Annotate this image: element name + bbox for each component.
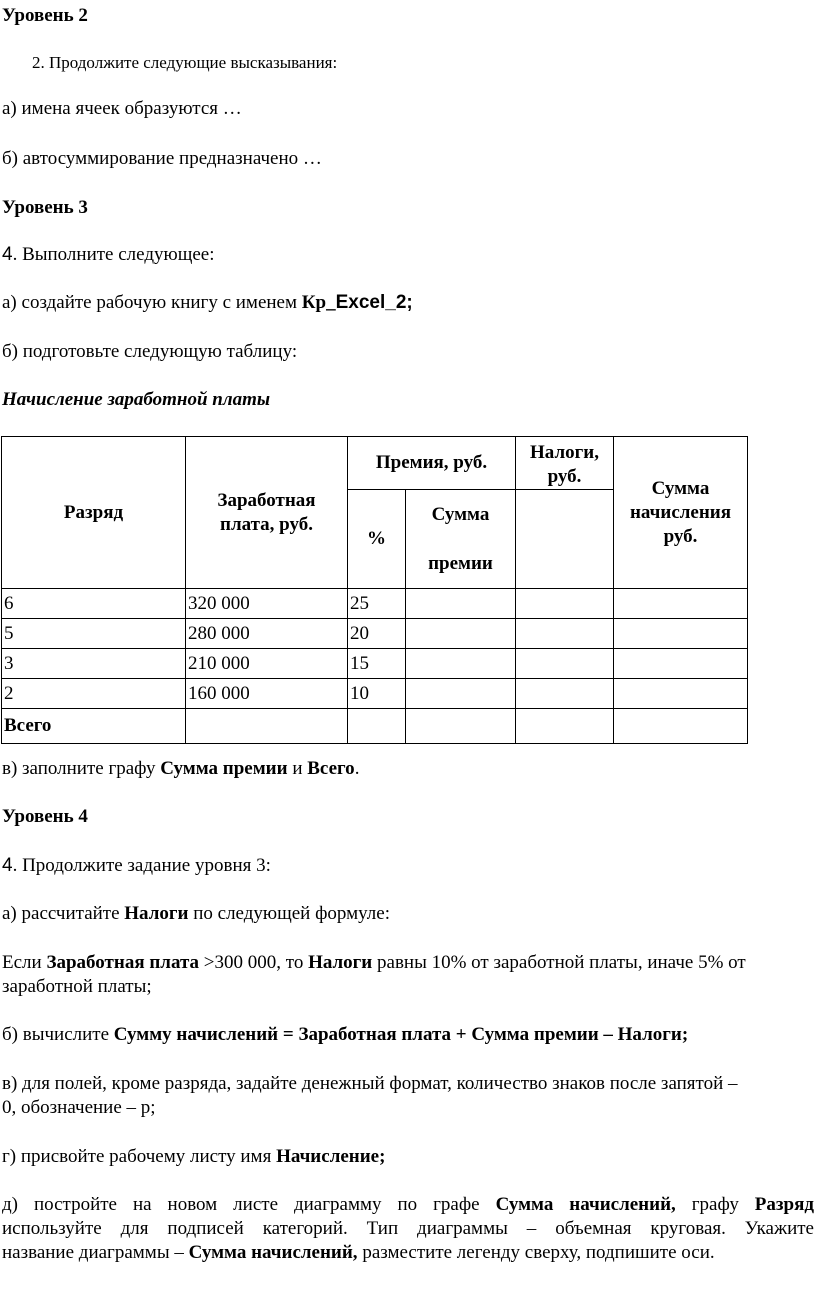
- header-salary-line2: плата, руб.: [220, 513, 313, 535]
- table-caption: Начисление заработной платы: [2, 389, 271, 410]
- cell-total-label: Всего: [2, 709, 186, 744]
- level3-item-c: [2, 757, 359, 781]
- level4-item-c-line1: в) для полей, кроме разряда, задайте денежный формат, количество знаков после запятой –: [2, 1073, 738, 1094]
- level3-item-a: [2, 291, 413, 315]
- item-e-line3-post: разместите легенду сверху, подпишите оси.: [357, 1242, 715, 1263]
- level4-heading: Уровень 4: [2, 806, 88, 827]
- item-a-bold: Налоги: [124, 903, 189, 924]
- header-salary: [186, 437, 348, 589]
- header-total: [614, 437, 748, 589]
- item-c-pre: в) заполните графу: [2, 758, 161, 779]
- level2-task: 2. Продолжите следующие высказывания:: [32, 53, 338, 72]
- item-a-post: по следующей формуле:: [188, 903, 390, 924]
- cell-percent: 15: [348, 649, 406, 679]
- cell-bonus-sum: [406, 649, 516, 679]
- item-a-pre: а) рассчитайте: [2, 903, 125, 924]
- header-bonus: Премия, руб.: [348, 437, 516, 490]
- task-text: . Выполните следующее:: [12, 244, 215, 265]
- formula-rest: равны 10% от заработной платы, иначе 5% от: [372, 952, 746, 973]
- cell-bonus-sum: [406, 679, 516, 709]
- cell-percent: 25: [348, 589, 406, 619]
- header-taxes-line2: руб.: [547, 466, 582, 487]
- level4-item-b: [2, 1023, 688, 1047]
- header-taxes: [516, 437, 614, 490]
- cell-bonus-sum: [406, 619, 516, 649]
- cell-rank: 2: [2, 679, 186, 709]
- level3-item-b: б) подготовьте следующую таблицу:: [2, 341, 298, 362]
- cell-percent: 10: [348, 679, 406, 709]
- table-header-row: [2, 437, 748, 490]
- cell-total: [614, 589, 748, 619]
- cell-total: [614, 679, 748, 709]
- task-number: 4: [2, 855, 13, 876]
- cell-empty: [516, 709, 614, 744]
- formula-line2: заработной платы;: [2, 976, 152, 997]
- level4-item-e-line1: [2, 1193, 814, 1217]
- table-row: [2, 679, 748, 709]
- header-rank: Разряд: [2, 437, 186, 589]
- header-total-line1: Сумма: [651, 477, 710, 499]
- level2-heading: Уровень 2: [2, 5, 88, 26]
- level2-item-a: а) имена ячеек образуются …: [2, 98, 242, 119]
- formula-gt: >300 000, то: [199, 952, 309, 973]
- task-text: . Продолжите задание уровня 3:: [12, 855, 271, 876]
- cell-empty: [186, 709, 348, 744]
- level4-item-a: [2, 902, 390, 926]
- item-d-pre: г) присвойте рабочему листу имя: [2, 1146, 277, 1167]
- table-row: [2, 589, 748, 619]
- item-d-bold: Начисление;: [276, 1146, 386, 1167]
- level3-task: [2, 243, 214, 267]
- formula-if: Если: [2, 952, 47, 973]
- item-a-text: а) создайте рабочую книгу с именем: [2, 292, 302, 313]
- cell-empty: [406, 709, 516, 744]
- item-c-end: .: [354, 758, 360, 779]
- header-taxes-empty: [516, 490, 614, 589]
- salary-table: [1, 436, 748, 744]
- item-e-line3-pre: название диаграммы –: [2, 1242, 189, 1263]
- item-c-bold2: Всего: [307, 758, 355, 779]
- item-e-mid: графу: [675, 1194, 755, 1215]
- level4-item-e-line2: используйте для подписей категорий. Тип диаграммы – объемная круговая. Укажите: [2, 1218, 814, 1239]
- item-c-bold1: Сумма премии: [160, 758, 288, 779]
- header-bonus-sum-line1: Сумма: [431, 504, 490, 525]
- level4-item-c-line2: 0, обозначение – р;: [2, 1097, 156, 1118]
- formula-bold1: Заработная плата: [46, 952, 200, 973]
- formula-bold2: Налоги: [308, 952, 373, 973]
- cell-taxes: [516, 679, 614, 709]
- item-e-bold2: Разряд: [754, 1194, 814, 1215]
- cell-salary: 160 000: [186, 679, 348, 709]
- header-salary-line1: Заработная: [217, 489, 316, 511]
- cell-total: [614, 619, 748, 649]
- cell-taxes: [516, 589, 614, 619]
- item-c-mid: и: [287, 758, 308, 779]
- cell-empty: [614, 709, 748, 744]
- item-b-pre: б) вычислите: [2, 1024, 114, 1045]
- cell-salary: 210 000: [186, 649, 348, 679]
- item-e-bold1: Сумма начислений,: [495, 1194, 676, 1215]
- level4-task: [2, 854, 271, 878]
- cell-taxes: [516, 649, 614, 679]
- cell-salary: 280 000: [186, 619, 348, 649]
- cell-taxes: [516, 619, 614, 649]
- workbook-name-part2: Excel_2;: [335, 292, 413, 313]
- cell-empty: [348, 709, 406, 744]
- formula-line1: [2, 951, 746, 975]
- header-bonus-sum: [406, 490, 516, 589]
- level2-item-b: б) автосуммирование предназначено …: [2, 148, 322, 169]
- cell-total: [614, 649, 748, 679]
- table-total-row: [2, 709, 748, 744]
- header-percent: %: [348, 490, 406, 589]
- cell-percent: 20: [348, 619, 406, 649]
- cell-salary: 320 000: [186, 589, 348, 619]
- table-row: [2, 619, 748, 649]
- item-b-bold: Сумму начислений = Заработная плата + Сумма премии – Налоги;: [113, 1024, 689, 1045]
- cell-bonus-sum: [406, 589, 516, 619]
- item-e-pre: д) постройте на новом листе диаграмму по графе: [2, 1194, 496, 1215]
- level3-heading: Уровень 3: [2, 197, 88, 218]
- header-bonus-sum-line2: премии: [428, 553, 493, 574]
- header-total-line2: начисления: [629, 501, 732, 523]
- header-total-line3: руб.: [663, 525, 698, 547]
- workbook-name-part1: Кр_: [301, 292, 336, 313]
- cell-rank: 5: [2, 619, 186, 649]
- level4-item-d: [2, 1145, 385, 1169]
- table-row: [2, 649, 748, 679]
- cell-rank: 3: [2, 649, 186, 679]
- item-e-line3-bold: Сумма начислений,: [188, 1242, 358, 1263]
- header-taxes-line1: Налоги,: [530, 442, 599, 463]
- cell-rank: 6: [2, 589, 186, 619]
- level4-item-e-line3: [2, 1241, 715, 1265]
- task-number: 4: [2, 244, 13, 265]
